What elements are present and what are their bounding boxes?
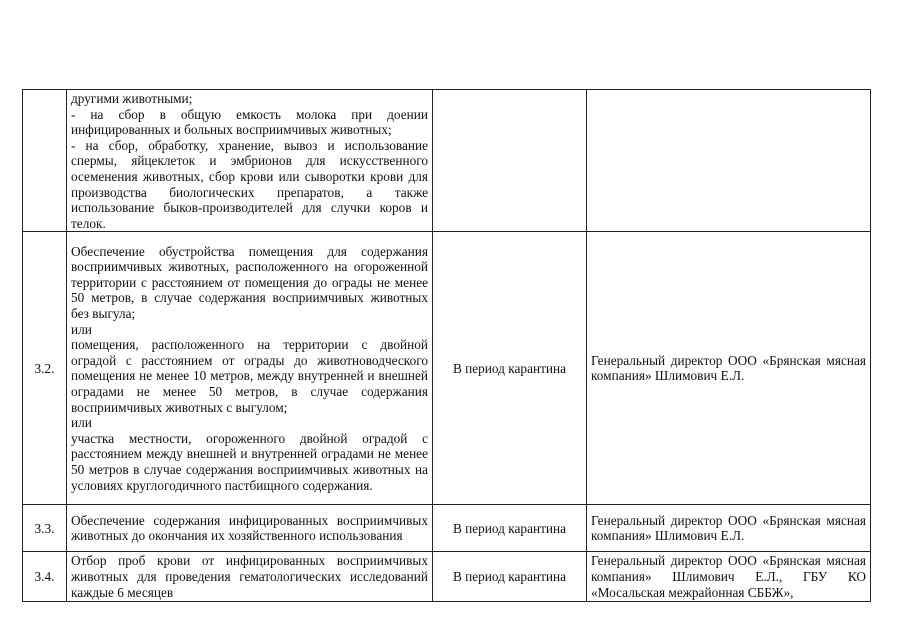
responsible-text: Генеральный директор ООО «Брянская мясная компания» Шлимович Е.Л. (591, 512, 866, 544)
row-number: 3.2. (23, 232, 67, 505)
responsible-cell (587, 232, 871, 505)
responsible-cell (587, 90, 871, 232)
table-row (23, 232, 871, 505)
deadline-cell (433, 90, 587, 232)
row-number: 3.3. (23, 505, 67, 552)
measure-line: Обеспечение содержания инфицированных восприимчивых животных до окончания их хозяйственного использования (71, 512, 428, 544)
measure-line: участка местности, огороженного двойной оградой с расстоянием между внешней и внутренней оградами не менее 50 метров в случае содержания восприимчивых животных на условиях круглогодичного пастбищного содержания. (71, 430, 428, 493)
measure-line: Отбор проб крови от инфицированных восприимчивых животных для проведения гематологических исследований каждые 6 месяцев (71, 553, 428, 600)
measure-line: или (71, 415, 92, 431)
measure-text (67, 505, 433, 552)
measure-text (67, 90, 433, 232)
measure-line: или (71, 321, 92, 337)
deadline-cell: В период карантина (433, 505, 587, 552)
responsible-cell (587, 505, 871, 552)
deadline-cell: В период карантина (433, 232, 587, 505)
measures-table (22, 89, 871, 602)
responsible-text: Генеральный директор ООО «Брянская мясная компания» Шлимович Е.Л., ГБУ КО «Мосальская межрайонная СББЖ», (591, 553, 866, 600)
measure-line: - на сбор, обработку, хранение, вывоз и использование спермы, яйцеклеток и эмбрионов для искусственного осеменения животных, сбор крови или сыворотки крови для производства биологических препаратов, а также использование быков-производителей для случки коров и телок. (71, 137, 428, 231)
measure-line: Обеспечение обустройства помещения для содержания восприимчивых животных, расположенного на огороженной территории с расстоянием от помещения до ограды не менее 50 метров, в случае содержания восприимчивых животных без выгула; (71, 243, 428, 321)
table-row (23, 505, 871, 552)
table-row (23, 552, 871, 602)
row-number (23, 90, 67, 232)
measure-line: помещения, расположенного на территории с двойной оградой с расстоянием от ограды до животноводческого помещения не менее 10 метров, между внутренней и внешней оградами не менее 50 метров, в случае содержания восприимчивых животных с выгулом; (71, 337, 428, 415)
deadline-cell: В период карантина (433, 552, 587, 602)
row-number: 3.4. (23, 552, 67, 602)
measure-line: - на сбор в общую емкость молока при доении инфицированных и больных восприимчивых животных; (71, 106, 428, 138)
table-row (23, 90, 871, 232)
responsible-cell (587, 552, 871, 602)
responsible-text: Генеральный директор ООО «Брянская мясная компания» Шлимович Е.Л. (591, 352, 866, 384)
measure-text (67, 232, 433, 505)
measure-text (67, 552, 433, 602)
measure-line: другими животными; (71, 91, 193, 106)
